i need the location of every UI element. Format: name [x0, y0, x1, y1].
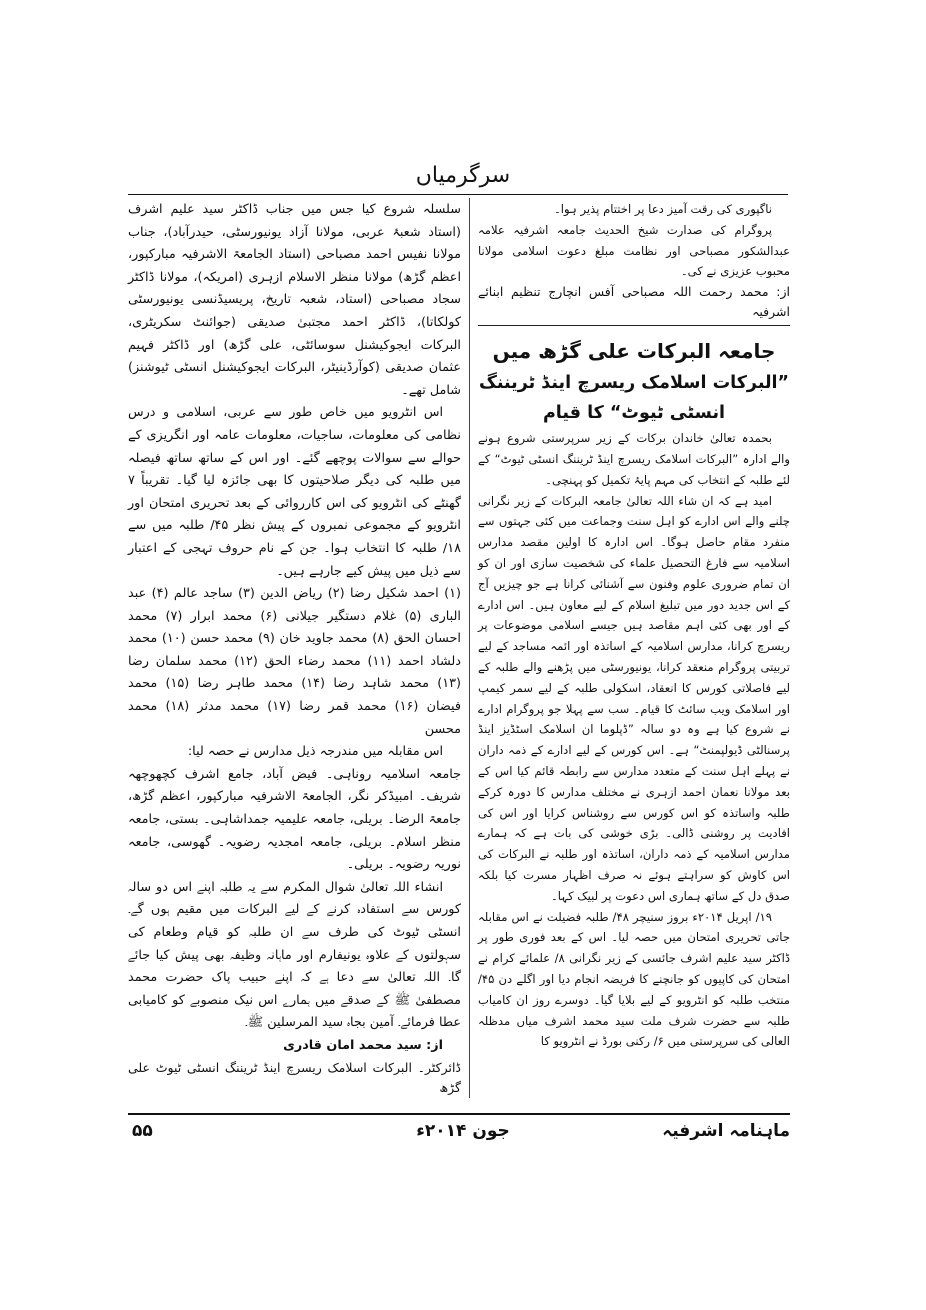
signature-name: از: سید محمد امان قادری: [283, 1037, 443, 1053]
closing-line: ناگپوری کی رقت آمیز دعا پر اختتام پذیر ہوا۔: [553, 202, 772, 216]
article-headline: جامعہ البرکات علی گڑھ میں: [492, 339, 776, 364]
article-paragraph: ۱۹/ اپریل ۲۰۱۴ء بروز سنیچر ۴۸/ طلبہ فضیلت نے اس مقابلہ جاتی تحریری امتحان میں حصہ لیا۔ اس کے بعد فوری طور پر ڈاکٹر سید علیم اشرف جائسی کے زیر نگرانی ۸/ علمائے کرام نے امتحان کی کاپیوں کو جانچنے کا فریضہ انجام دیا اور اگلے دن ۴۵/ منتخب طلبہ کو انٹرویو کے لیے بلایا گیا۔ دوسرے روز ان کامیاب طلبہ سے حضرت شرف ملت سید محمد اشرف میاں مدظلہ العالی کی سرپرستی میں ۶/ رکنی بورڈ نے انٹرویو کا: [478, 909, 790, 1049]
participating-madaris: جامعہ اسلامیہ روناہی۔ فیض آباد، جامع اشرف کچھوچھہ شریف۔ امبیڈکر نگر، الجامعۃ الاشرفیہ مبارکپور، اعظم گڑھ، جامعۃ الرضا۔ بریلی، جامعہ علیمیہ جمداشاہی۔ بستی، جامعہ منظر اسلام۔ بریلی، جامعہ امجدیہ رضویہ۔ گھوسی، جامعہ نوریہ رضویہ۔ بریلی۔: [128, 766, 461, 873]
article-paragraph: امید ہے کہ ان شاء اللہ تعالیٰ جامعہ البرکات کے زیر نگرانی چلنے والے اس ادارے کو اہل سنت وجماعت میں کئی جہتوں سے منفرد مقام حاصل ہوگا۔ اس ادارہ کا اولین مقصد مدارس اسلامیہ سے فارغ التحصیل علماء کی شخصیت سازی اور ان کو ان تمام ضروری علوم وفنون سے آشنائی کرانا ہے جو چیزیں آج کے اس جدید دور میں تبلیغ اسلام کے لیے معاون ہیں۔ اس ادارے کے اور بھی کئی اہم مقاصد ہیں جیسے اسلامی موضوعات پر ریسرچ کرانا، مدارس اسلامیہ کے اساتذہ اور ائمہ مساجد کے لیے تربیتی پروگرام منعقد کرانا، یونیورسٹی میں پڑھنے والے طلبہ کے لیے فاصلاتی کورس کا انعقاد، اسکولی طلبہ کے لیے سمر کیمپ اور اسلامک ویب سائٹ کا قیام۔ سب سے پہلا جو پروگرام ادارے نے شروع کیا ہے وہ دو سالہ ”ڈپلوما ان اسلامک اسٹڈیز اینڈ پرسنالٹی ڈیولپمنٹ“ ہے۔ اس کورس کے لیے ادارے کے ذمہ داران نے پہلے اہل سنت کے متعدد مدارس سے رابطہ قائم کیا اس کے بعد مولانا نعمان احمد ازہری نے مختلف مدارس کا دورہ کرکے طلبہ واساتذہ کو اس کورس سے روشناس کرایا اور اس کی افادیت پر روشنی ڈالی۔ بڑی خوشی کی بات ہے کہ ہمارے مدارس اسلامیہ کے ذمہ داران، اساتذہ اور طلبہ نے البرکات کی اس کاوش کو سراہتے ہوئے نہ صرف اظہار مسرت کیا بلکہ صدق دل کے ساتھ ہماری اس دعوت پر لبیک کہا۔: [478, 493, 790, 903]
article-paragraph: انشاء اللہ تعالیٰ شوال المکرم سے یہ طلبہ اپنے اس دو سالہ کورس سے استفادہ کرنے کے لیے البرکات میں مقیم ہوں گے۔ انسٹی ٹیوٹ کی طرف سے ان طلبہ کو قیام وطعام کی سہولتوں کے علاوہ یونیفارم اور ماہانہ وظیفہ بھی پیش کیا جائے گا۔ اللہ تعالیٰ سے دعا ہے کہ اپنے حبیب پاک حضرت محمد مصطفیٰ ﷺ کے صدقے میں ہمارے اس نیک منصوبے کو کامیابی عطا فرمائے۔ آمین بجاہ سید المرسلین ﷺ۔: [128, 879, 461, 1031]
page-number: ۵۵: [132, 1121, 153, 1141]
column-divider: [469, 198, 470, 1098]
selected-students-list: (۱) احمد شکیل رضا (۲) ریاض الدین (۳) ساجد عالم (۴) عبد الباری (۵) غلام دستگیر جیلانی (۶) محمد ابرار (۷) محمد احسان الحق (۸) محمد جاوید خان (۹) محمد حسن (۱۰) محمد دلشاد احمد (۱۱) محمد رضاء الحق (۱۲) محمد سلمان رضا (۱۳) محمد شاہد رضا (۱۴) محمد طاہر رضا (۱۵) محمد فیضان (۱۶) محمد قمر رضا (۱۷) محمد مدثر (۱۸) محمد محسن: [128, 586, 462, 737]
byline-rule: [478, 325, 790, 326]
article-paragraph: سلسلہ شروع کیا جس میں جناب ڈاکٹر سید علیم اشرف (استاد شعبۂ عربی، مولانا آزاد یونیورسٹی، حیدرآباد)، جناب مولانا نفیس احمد مصباحی (استاد الجامعۃ الاشرفیہ مبارکپور، اعظم گڑھ) مولانا منظر الاسلام ازہری (امریکہ)، مولانا ڈاکٹر سجاد مصباحی (استاد، شعبہ تاریخ، پریسیڈنسی یونیورسٹی کولکاتا)، ڈاکٹر احمد مجتبیٰ صدیقی (جوائنٹ سکریٹری، البرکات ایجوکیشنل سوسائٹی، علی گڑھ) اور ڈاکٹر فہیم عثمان صدیقی (کوآرڈینیٹر، البرکات ایجوکیشنل انسٹی ٹیوشنز) شامل تھے۔: [128, 202, 461, 398]
article-paragraph: اس مقابلہ میں مندرجہ ذیل مدارس نے حصہ لیا:: [187, 744, 443, 760]
header-rule: [128, 194, 788, 195]
left-column: [128, 199, 461, 1098]
article-paragraph: بحمدہ تعالیٰ خاندان برکات کے زیر سرپرستی شروع ہونے والے ادارہ ”البرکات اسلامک ریسرچ اینڈ ٹریننگ انسٹی ٹیوٹ“ کے لئے طلبہ کے انتخاب کی مہم پایۂ تکمیل کو پہنچی۔: [478, 431, 790, 487]
report-byline: از: محمد رحمت اللہ مصباحی آفس انچارج تنظیم ابنائے اشرفیہ: [478, 284, 790, 320]
footer-rule: [128, 1113, 790, 1115]
article-subheadline: ”البرکات اسلامک ریسرچ اینڈ ٹریننگ انسٹی ٹیوٹ“ کا قیام: [478, 373, 790, 424]
section-title: سرگرمیاں: [415, 163, 511, 188]
article-paragraph: اس انٹرویو میں خاص طور سے عربی، اسلامی و درس نظامی کی معلومات، ساجیات، معلومات عامہ اور انگریزی کے حوالے سے سوالات پوچھے گئے۔ اور اس کے ساتھ ساتھ فیصلہ میں طلبہ کی دیگر صلاحیتوں کا بھی جائزہ لیا گیا۔ تقریباً ۷ گھنٹے کی انٹرویو کی اس کارروائی کے بعد تحریری امتحان اور انٹرویو کے مجموعی نمبروں کے پیش نظر ۴۵/ طلبہ میں سے ۱۸/ طلبہ کا انتخاب ہوا۔ جن کے نام حروف تہجی کے اعتبار سے ذیل میں پیش کیے جارہے ہیں۔: [128, 405, 461, 579]
signature-title: ڈائرکٹر۔ البرکات اسلامک ریسرچ اینڈ ٹریننگ انسٹی ٹیوٹ علی گڑھ: [128, 1059, 461, 1095]
right-column: [478, 199, 790, 1052]
magazine-name: ماہنامہ اشرفیہ: [662, 1121, 790, 1141]
issue-date: جون ۲۰۱۴ء: [416, 1121, 510, 1141]
program-credit: پروگرام کی صدارت شیخ الحدیث جامعہ اشرفیہ علامہ عبدالشکور مصباحی اور نظامت مبلغ دعوت اسلامی مولانا محبوب عزیزی نے کی۔: [478, 222, 790, 279]
